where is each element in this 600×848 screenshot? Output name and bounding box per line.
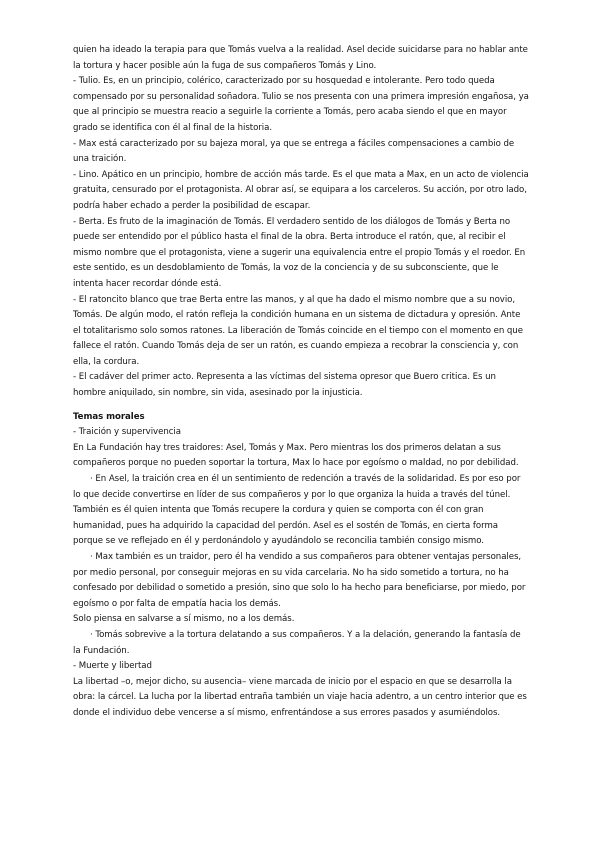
paragraph-tulio: - Tulio. Es, en un principio, colérico, caracterizado por su hosquedad e intolerante. Pero todo queda compensado por su personalidad soñadora. Tulio se nos presenta con una primera impresión engañosa, ya que al principio se muestra reacio a seguirle la corriente a Tomás, pero acaba siendo el que en mayor grado se identifica con él al final de la historia.	[73, 76, 529, 133]
section-heading: Temas morales	[73, 411, 145, 422]
subsection-title-muerte: - Muerte y libertad	[73, 661, 152, 672]
paragraph-asel-end: quien ha ideado la terapia para que Tomás vuelva a la realidad. Asel decide suicidarse para no hablar ante la tortura y hacer posible aún la fuga de sus compañeros Tomás y Lino.	[73, 45, 528, 71]
paragraph-cadaver: - El cadáver del primer acto. Representa a las víctimas del sistema opresor que Buero critica. Es un hombre aniquilado, sin nombre, sin vida, asesinado por la injusticia.	[73, 372, 496, 399]
paragraph-max: - Max está caracterizado por su bajeza moral, ya que se entrega a fáciles compensaciones a cambio de una traición.	[73, 138, 515, 165]
paragraph-berta: - Berta. Es fruto de la imaginación de Tomás. El verdadero sentido de los diálogos de Tomás y Berta no puede ser entendido por el público hasta el final de la obra. Berta introduce el ratón, que, al recibir el mismo nombre que el protagonista, viene a sugerir una equivalencia entre el propio Tomás y el roedor. En este sentido, es un desdoblamiento de Tomás, la voz de la conciencia y de su subconsciente, que le intenta hacer recordar dónde está.	[73, 216, 526, 289]
paragraph-libertad: La libertad –o, mejor dicho, su ausencia– viene marcada de inicio por el espacio en que se desarrolla la obra: la cárcel. La lucha por la libertad entraña también un viaje hacia adentro, a un centro interior que es donde el individuo debe vencerse a sí mismo, enfrentándose a sus errores pasados y asumiéndolos.	[73, 676, 527, 718]
paragraph-lino: - Lino. Apático en un principio, hombre de acción más tarde. Es el que mata a Max, en un acto de violencia gratuita, censurado por el protagonista. Al obrar así, se equipara a los carceleros. Su acción, por otro lado, podría haber echado a perder la posibilidad de escapar.	[73, 169, 529, 211]
subsection-title-traicion: - Traición y supervivencia	[73, 427, 181, 438]
paragraph-traidores: En La Fundación hay tres traidores: Asel, Tomás y Max. Pero mientras los dos primeros delatan a sus compañeros porque no pueden soportar la tortura, Max lo hace por egoísmo o maldad, no por debilidad.	[73, 442, 519, 469]
paragraph-max-traicion: · Max también es un traidor, pero él ha vendido a sus compañeros para obtener ventajas personales, por medio personal, por conseguir mejoras en su vida carcelaria. No ha sido sometido a tortura, no ha confesado por debilidad o sometido a presión, sino que solo lo ha hecho para beneficiarse, por miedo, por egoísmo o por falta de empatía hacia los demás.	[73, 552, 526, 609]
paragraph-raton: - El ratoncito blanco que trae Berta entre las manos, y al que ha dado el mismo nombre que a su novio, Tomás. De algún modo, el ratón refleja la condición humana en un sistema de dictadura y opresión. Ante el totalitarismo solo somos ratones. La liberación de Tomás coincide en el tiempo con el momento en que fallece el ratón. Cuando Tomás deja de ser un ratón, es cuando empieza a recobrar la consciencia y, con ella, la cordura.	[73, 294, 523, 367]
paragraph-max-note: Solo piensa en salvarse a sí mismo, no a los demás.	[73, 614, 295, 625]
paragraph-asel-traicion: · En Asel, la traición crea en él un sentimiento de redención a través de la solidaridad. Es por eso por lo que decide convertirse en líder de sus compañeros y por lo que organiza la huida a través del túnel. También es él quien intenta que Tomás recupere la cordura y quien se comporta con él con gran humanidad, pues ha adquirido la capacidad del perdón. Asel es el sostén de Tomás, en cierta forma porque se ve reflejado en él y perdonándolo y ayudándolo se reconcilia también consigo mismo.	[73, 474, 521, 547]
paragraph-tomas-traicion: · Tomás sobrevive a la tortura delatando a sus compañeros. Y a la delación, generando la fantasía de la Fundación.	[73, 629, 521, 656]
